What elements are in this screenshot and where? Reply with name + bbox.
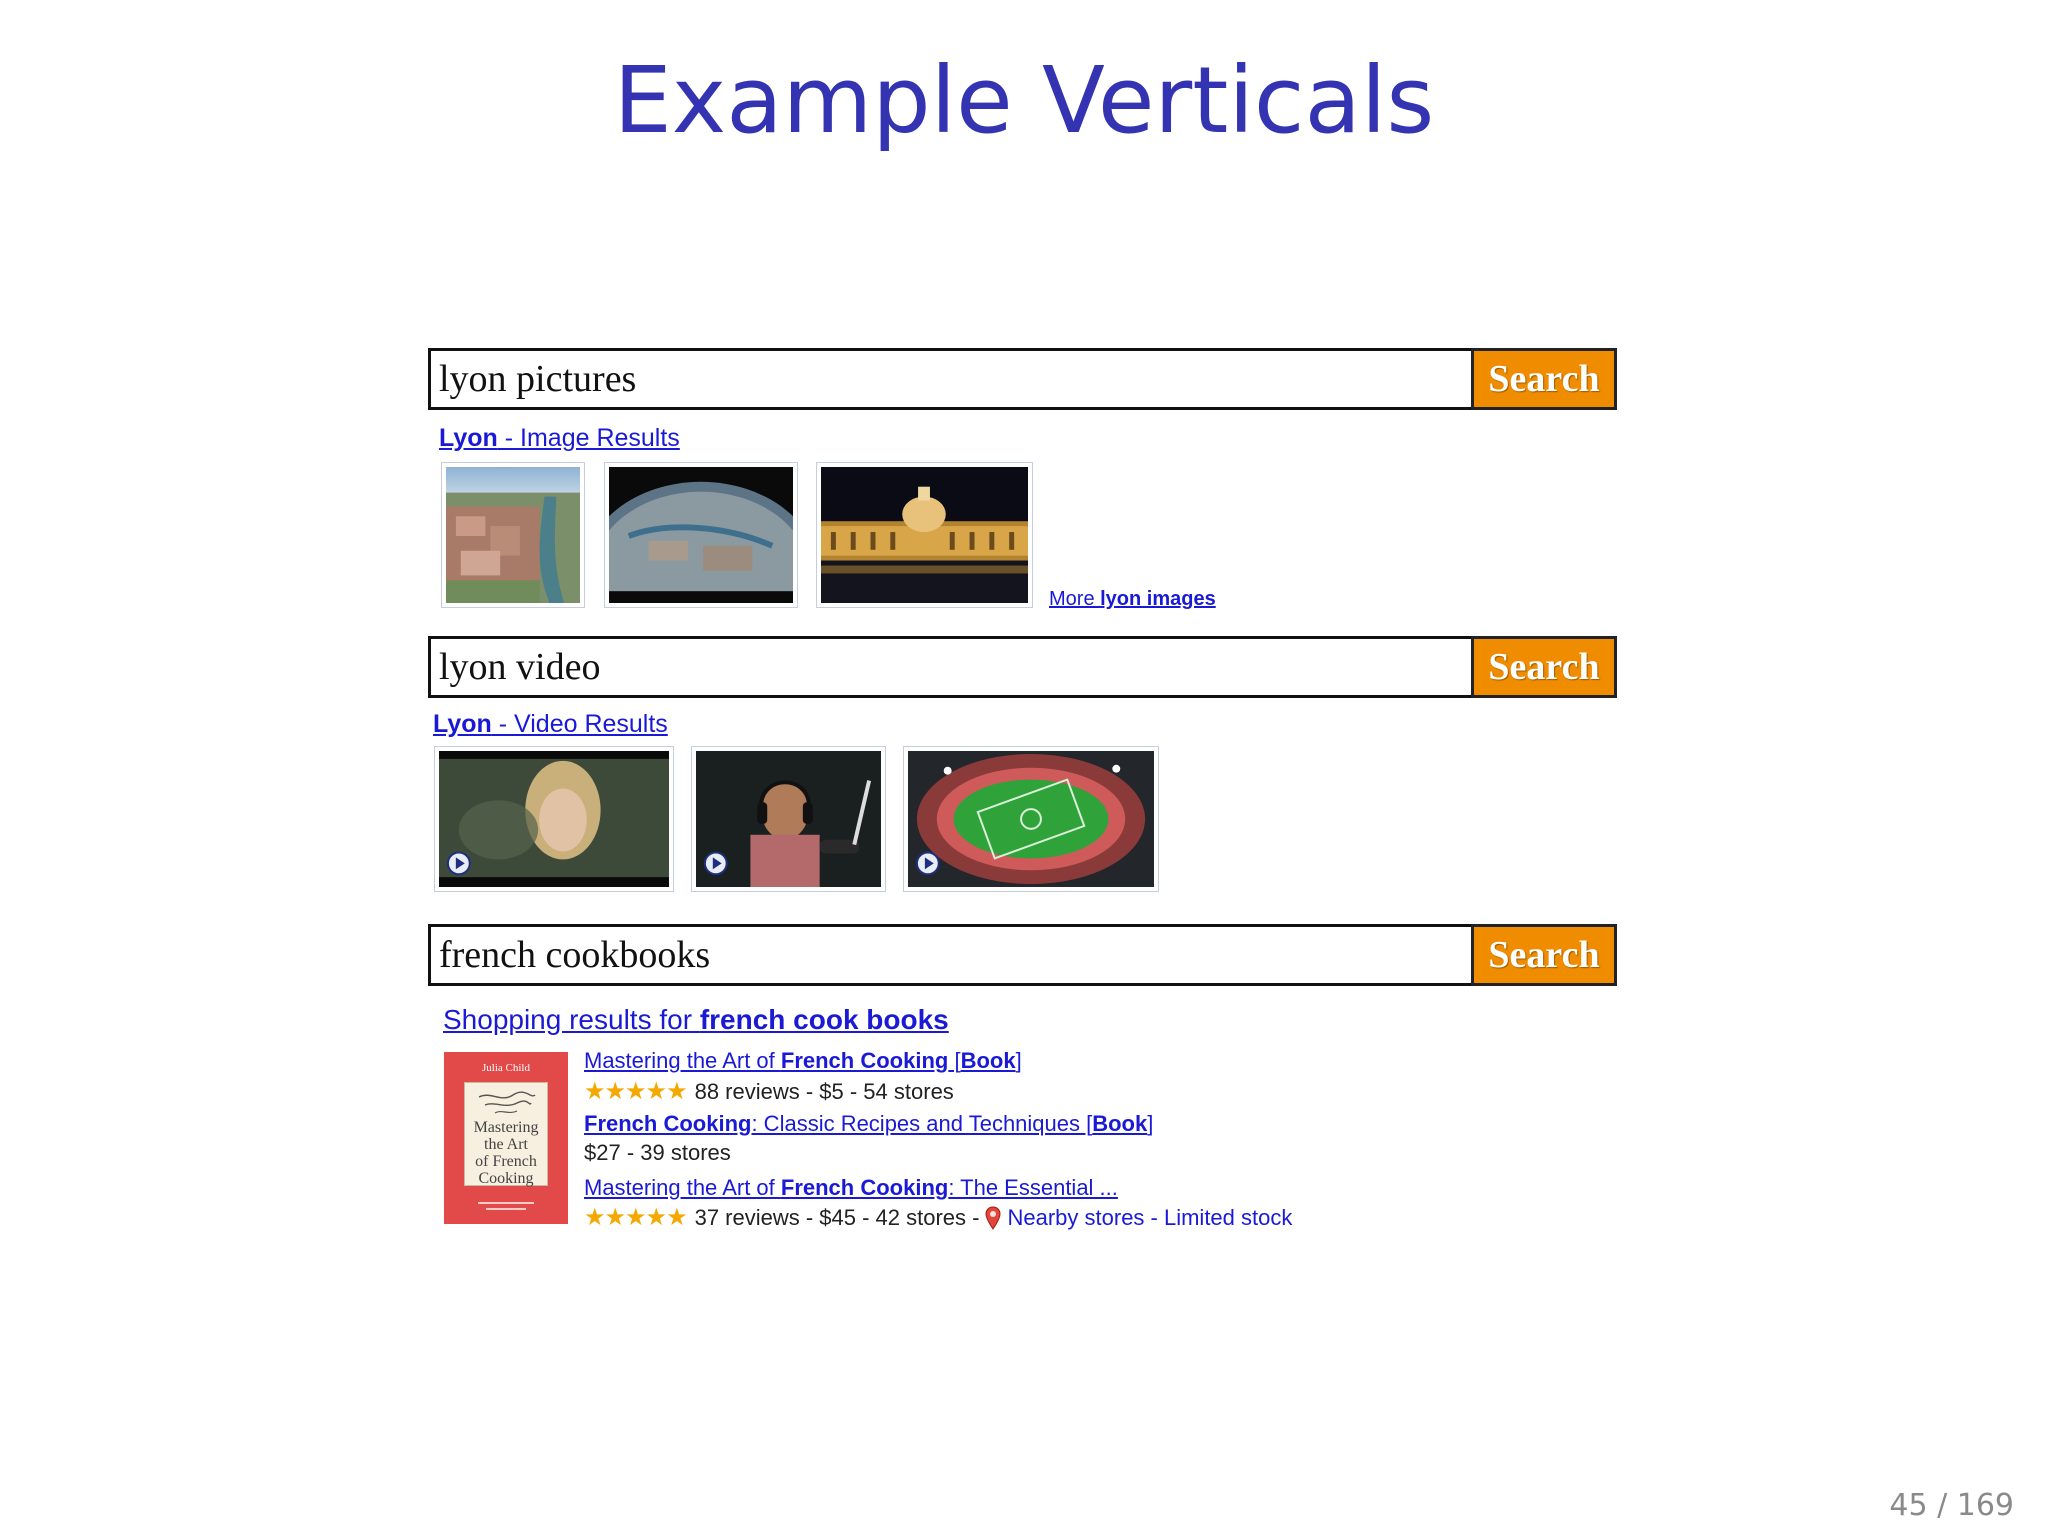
book-label-line: Cooking: [478, 1170, 534, 1187]
title-part: French Cooking: [780, 1048, 949, 1073]
woman-blonde-video: [439, 751, 669, 887]
meta-text: 37 reviews - $45 - 42 stores -: [694, 1204, 980, 1230]
image-thumbnail[interactable]: [441, 462, 585, 608]
title-part: [: [948, 1048, 961, 1073]
title-part: French Cooking: [584, 1111, 752, 1136]
title-part: ]: [1015, 1048, 1022, 1073]
search-row-pictures: [428, 348, 1620, 410]
image-results-link[interactable]: [439, 424, 680, 453]
aerial-city-river-image: [446, 467, 580, 603]
night-palace-river-image: [821, 467, 1028, 603]
search-row-video: [428, 636, 1620, 698]
title-part: ]: [1147, 1111, 1154, 1136]
meta-text: 88 reviews - $5 - 54 stores: [694, 1078, 954, 1104]
video-thumbnail[interactable]: [903, 746, 1159, 892]
map-pin-icon: [985, 1206, 1001, 1230]
book-label: [464, 1082, 548, 1186]
title-part: Mastering the Art of: [584, 1175, 781, 1200]
nearby-stores-link[interactable]: Nearby stores - Limited stock: [1007, 1204, 1293, 1230]
stadium-aerial-video: [908, 751, 1154, 887]
book-label-line: Mastering: [473, 1119, 539, 1136]
shopping-item-meta: [584, 1140, 731, 1166]
shopping-item-title[interactable]: [584, 1111, 1153, 1137]
book-label-line: the Art: [484, 1136, 528, 1153]
book-label-line: of French: [475, 1153, 537, 1170]
page-number: 45 / 169: [1889, 1488, 2014, 1523]
star-rating: ★★★★★: [584, 1204, 687, 1231]
search-input[interactable]: lyon pictures: [428, 348, 1474, 410]
search-input[interactable]: french cookbooks: [428, 924, 1474, 986]
book-publisher-mark: [464, 1200, 548, 1212]
man-headphones-microphone-video: [696, 751, 881, 887]
shopping-results-bold: french cook books: [699, 1004, 949, 1035]
image-thumbnail[interactable]: [604, 462, 798, 608]
video-results-link-rest: - Video Results: [491, 710, 668, 738]
city-globe-panorama-image: [609, 467, 793, 603]
image-thumbnail[interactable]: [816, 462, 1033, 608]
book-cover-image[interactable]: [444, 1052, 568, 1224]
video-thumbnail[interactable]: [691, 746, 886, 892]
shopping-item-title[interactable]: [584, 1048, 1022, 1074]
decorative-script: [471, 1089, 541, 1117]
video-results-link[interactable]: [433, 710, 668, 739]
title-part: : The Essential ...: [948, 1175, 1118, 1200]
search-row-cookbooks: [428, 924, 1620, 986]
more-images-link[interactable]: [1049, 588, 1216, 611]
slide-title: Example Verticals: [613, 47, 1435, 154]
meta-text: $27 - 39 stores: [584, 1140, 731, 1165]
book-author: Julia Child: [482, 1062, 530, 1074]
star-rating: ★★★★★: [584, 1078, 687, 1105]
search-button[interactable]: Search: [1471, 924, 1617, 986]
shopping-item-meta: [584, 1203, 1292, 1232]
search-button[interactable]: Search: [1471, 348, 1617, 410]
shopping-item-meta: [584, 1077, 954, 1106]
more-images-link-bold: lyon images: [1100, 588, 1216, 610]
title-part: Book: [960, 1048, 1016, 1073]
title-part: Book: [1092, 1111, 1148, 1136]
search-button[interactable]: Search: [1471, 636, 1617, 698]
title-part: Mastering the Art of: [584, 1048, 781, 1073]
title-part: : Classic Recipes and Techniques [: [751, 1111, 1093, 1136]
shopping-results-prefix: Shopping results for: [443, 1004, 700, 1035]
image-results-link-bold: Lyon: [439, 424, 498, 452]
search-input[interactable]: lyon video: [428, 636, 1474, 698]
video-thumbnail[interactable]: [434, 746, 674, 892]
image-results-link-rest: - Image Results: [497, 424, 680, 452]
video-results-link-bold: Lyon: [433, 710, 492, 738]
shopping-results-link[interactable]: [443, 1004, 949, 1036]
more-images-link-prefix: More: [1049, 588, 1101, 610]
title-part: French Cooking: [780, 1175, 949, 1200]
shopping-item-title[interactable]: [584, 1175, 1118, 1201]
